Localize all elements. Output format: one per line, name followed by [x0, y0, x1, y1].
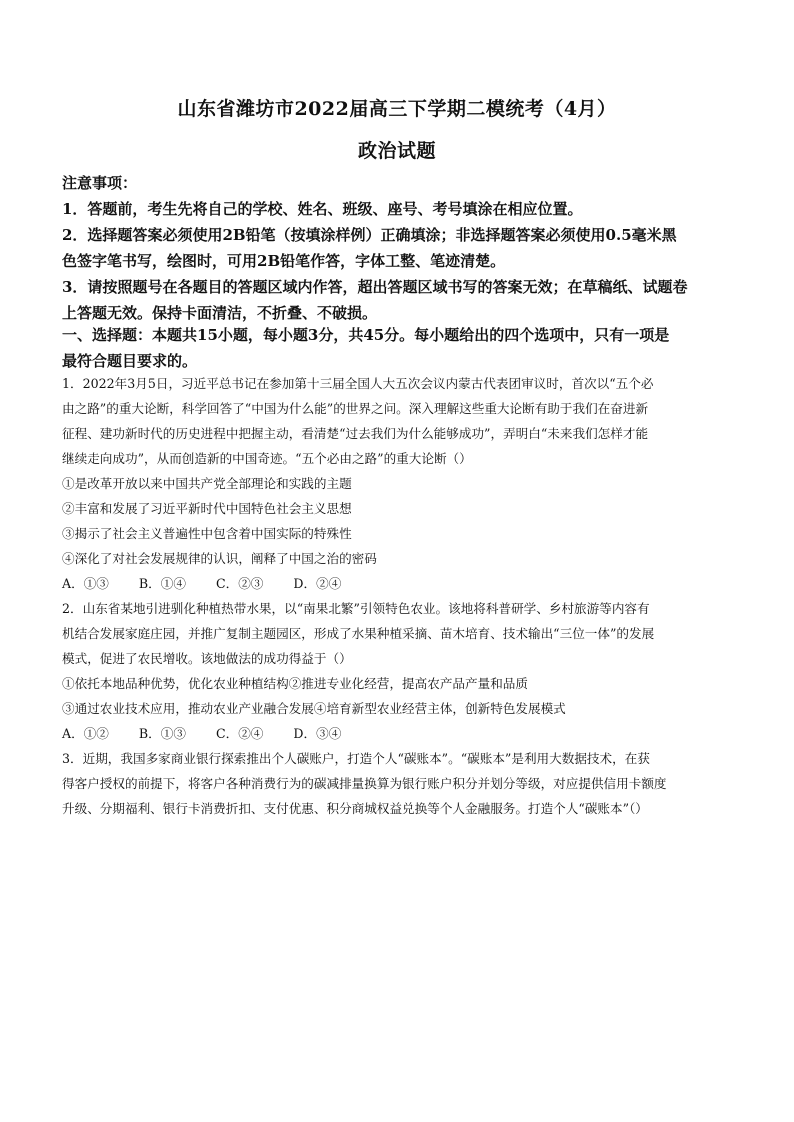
- q2-stem-line: 模式，促进了农民增收。该地做法的成功得益于（）: [62, 651, 352, 666]
- q1-item: ②丰富和发展了习近平新时代中国特色社会主义思想: [62, 501, 352, 516]
- q2-item: ③通过农业技术应用，推动农业产业融合发展④培育新型农业经营主体，创新特色发展模式: [62, 701, 566, 716]
- notes-heading: 注意事项：: [62, 174, 138, 192]
- q3-stem-line: 3．近期，我国多家商业银行探索推出个人碳账户，打造个人“碳账本”。“碳账本”是利用大数据技术，在获: [62, 751, 650, 766]
- q2-option-a: A．①②: [62, 726, 109, 741]
- q1-stem-line: 征程、建功新时代的历史进程中把握主动，看清楚“过去我们为什么能够成功”，弄明白“未来我们怎样才能: [62, 426, 649, 441]
- q2-stem-line: 2．山东省某地引进驯化种植热带水果，以“南果北繁”引领特色农业。该地将科普研学、乡村旅游等内容有: [62, 601, 650, 616]
- notes-line: 3．请按照题号在各题目的答题区域内作答，超出答题区域书写的答案无效；在草稿纸、试题卷: [62, 278, 688, 296]
- question-1: [62, 371, 742, 596]
- q1-option-a: A．①③: [62, 576, 109, 591]
- q2-stem-line: 机结合发展家庭庄园，并推广复制主题园区，形成了水果种植采摘、苗木培育、技术输出“三位一体”的发展: [62, 626, 655, 641]
- notes-section: [62, 170, 742, 326]
- q2-item: ①依托本地品种优势，优化农业种植结构②推进专业化经营，提高农产品产量和品质: [62, 676, 528, 691]
- section-line: 最符合题目要求的。: [62, 352, 198, 370]
- q3-stem-line: 得客户授权的前提下，将客户各种消费行为的碳减排量换算为银行账户积分并划分等级，对应提供信用卡额度: [62, 776, 667, 791]
- q1-stem-line: 1．2022年3月5日，习近平总书记在参加第十三届全国人大五次会议内蒙古代表团审议时，首次以“五个必: [62, 376, 654, 391]
- notes-line: 2．选择题答案必须使用2B铅笔（按填涂样例）正确填涂；非选择题答案必须使用0.5毫米黑: [62, 226, 677, 244]
- q1-option-c: C．②③: [215, 576, 264, 591]
- question-2: [62, 596, 742, 746]
- q1-option-b: B．①④: [138, 576, 186, 591]
- q2-options: [62, 721, 742, 746]
- section-line: 一、选择题：本题共15小题，每小题3分，共45分。每小题给出的四个选项中，只有一项是: [62, 326, 670, 344]
- q1-stem-line: 由之路”的重大论断，科学回答了“中国为什么能”的世界之问。深入理解这些重大论断有助于我们在奋进新: [62, 401, 649, 416]
- q2-option-d: D．③④: [293, 726, 342, 741]
- notes-line: 1．答题前，考生先将自己的学校、姓名、班级、座号、考号填涂在相应位置。: [62, 200, 583, 218]
- exam-title: 山东省潍坊市2022届高三下学期二模统考（4月）: [177, 98, 617, 120]
- q1-item: ③揭示了社会主义普遍性中包含着中国实际的特殊性: [62, 526, 352, 541]
- q3-stem-line: 升级、分期福利、银行卡消费折扣、支付优惠、积分商城权益兑换等个人金融服务。打造个人“碳账本”（）: [62, 801, 648, 816]
- q1-stem-line: 继续走向成功”，从而创造新的中国奇迹。“五个必由之路”的重大论断（）: [62, 451, 472, 466]
- q2-option-b: B．①③: [138, 726, 186, 741]
- question-3: [62, 746, 742, 821]
- q1-option-d: D．②④: [293, 576, 342, 591]
- notes-line: 上答题无效。保持卡面清洁，不折叠、不破损。: [62, 304, 378, 322]
- section-heading: [62, 322, 742, 374]
- exam-subtitle: 政治试题: [357, 140, 436, 162]
- notes-line: 色签字笔书写，绘图时，可用2B铅笔作答，字体工整、笔迹清楚。: [62, 252, 506, 270]
- q1-options: [62, 571, 742, 596]
- q1-item: ④深化了对社会发展规律的认识，阐释了中国之治的密码: [62, 551, 377, 566]
- q1-item: ①是改革开放以来中国共产党全部理论和实践的主题: [62, 476, 352, 491]
- q2-option-c: C．②④: [215, 726, 264, 741]
